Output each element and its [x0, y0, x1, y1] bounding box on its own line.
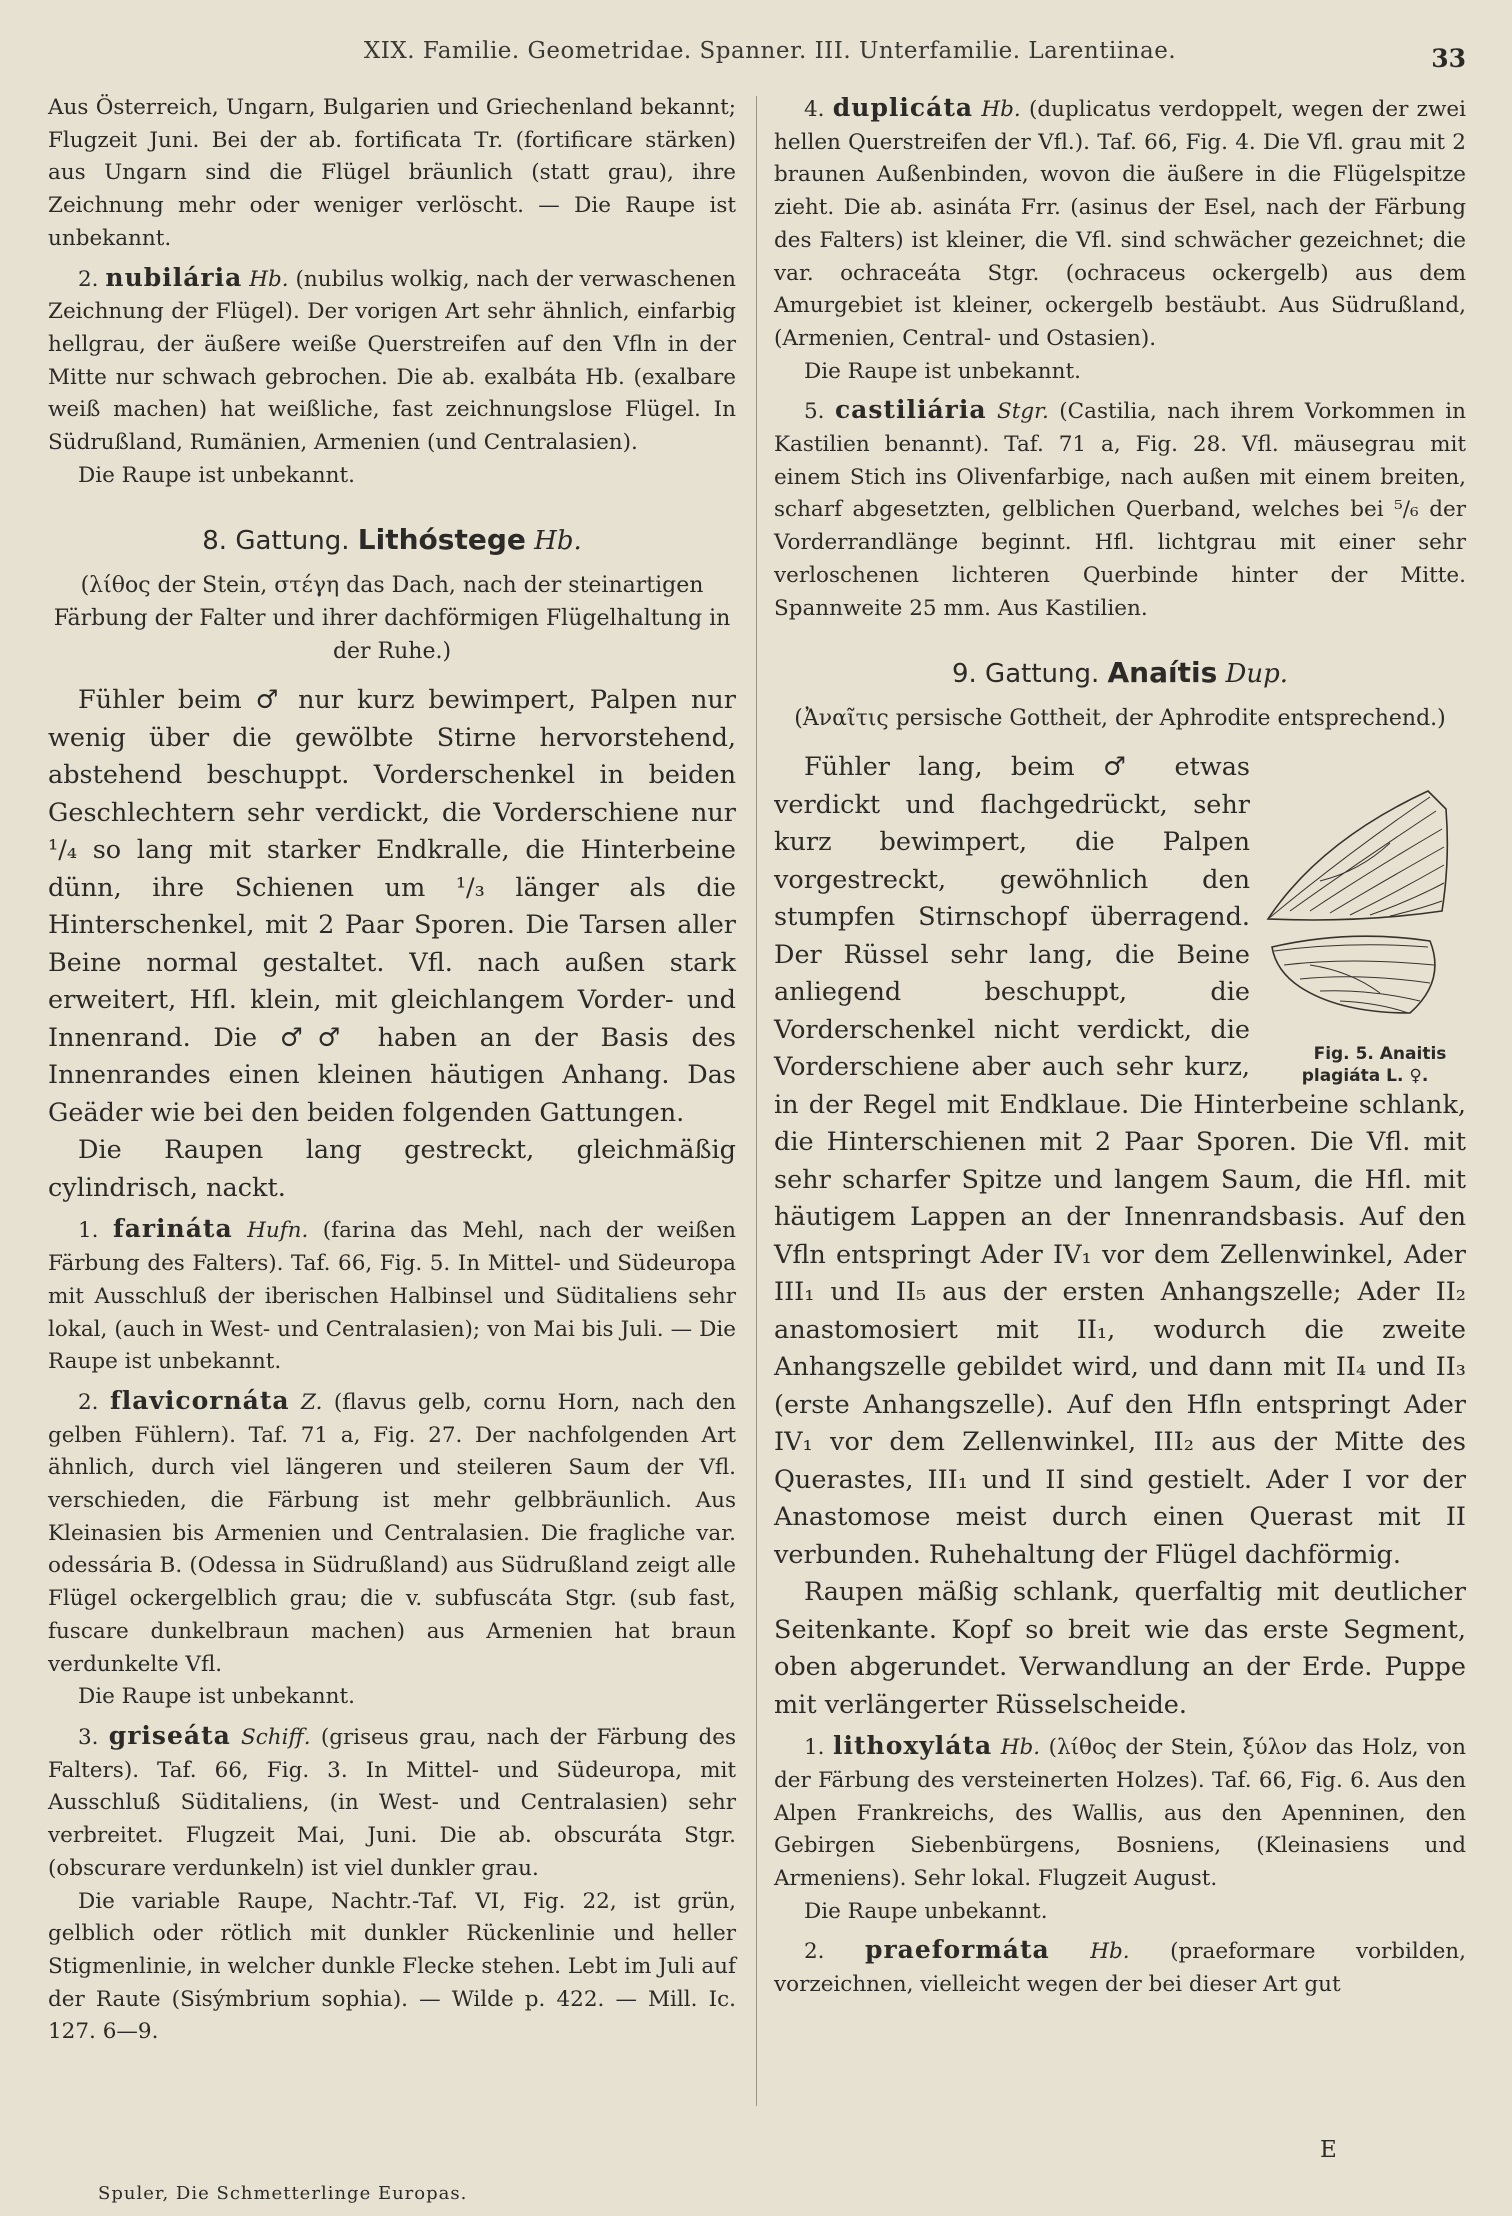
- species-number: 2.: [78, 1389, 99, 1415]
- species-entry-lithoxylata: [774, 1730, 1466, 1896]
- right-column: [774, 92, 1466, 2002]
- species-author: Hb.: [981, 97, 1021, 122]
- wing-figure: [1260, 751, 1470, 1087]
- species-author: Hb.: [249, 266, 289, 292]
- species-number: 3.: [78, 1724, 99, 1750]
- species-entry-griseata: [48, 1720, 736, 1886]
- raupe-note: Die Raupe ist unbekannt.: [78, 1684, 355, 1710]
- genus-etymology: (λίθος der Stein, στέγη das Dach, nach der steinartigen Färbung der Falter und ihrer dachförmigen Flügelhaltung in der Ruhe.): [53, 573, 731, 665]
- genus-description: Fühler beim ♂ nur kurz bewimpert, Palpen nur wenig über die gewölbte Stirne hervorstehend, abstehend beschuppt. Vorderschenkel in beiden Geschlechtern sehr verdickt, die Vorderschiene nur ¹/₄ so lang mit starker Endkralle, die Hinterbeine dünn, ihre Schienen um ¹/₃ länger als die Hinterschenkel, mit 2 Paar Sporen. Die Tarsen aller Beine normal gestaltet. Vfl. nach außen stark erweitert, Hfl. klein, mit gleichlangem Vorder- und Innenrand. Die ♂♂ haben an der Basis des Innenrandes einen kleinen häutigen Anhang. Das Geäder wie bei den beiden folgenden Gattungen.: [48, 685, 736, 1128]
- species-author: Hb.: [1000, 1735, 1041, 1761]
- paragraph-intro: Aus Österreich, Ungarn, Bulgarien und Griechenland bekannt; Flugzeit Juni. Bei der ab. fortificata Tr. (fortificare stärken) aus Ungarn sind die Flügel bräunlich (statt grau), ihre Zeichnung mehr oder weniger verlöscht. — Die Raupe ist unbekannt.: [48, 95, 736, 251]
- species-text: (farina das Mehl, nach der weißen Färbung des Falters). Taf. 66, Fig. 5. In Mittel- und Südeuropa mit Ausschluß der iberischen Halbinsel und Süditaliens sehr lokal, (auch in West- und Centralasien); von Mai bis Juli. — Die Raupe ist unbekannt.: [48, 1218, 736, 1375]
- species-entry-duplicata: [774, 92, 1466, 356]
- figure-caption: Fig. 5. Anaitis plagiáta L. ♀.: [1301, 1044, 1447, 1087]
- genus-name: Lithóstege: [357, 523, 526, 557]
- signature-mark: E: [1320, 2137, 1337, 2163]
- raupen-description: Raupen mäßig schlank, querfaltig mit deutlicher Seitenkante. Kopf so breit wie das erste Segment, oben abgerundet. Verwandlung an der Erde. Puppe mit verlängerter Rüsselscheide.: [774, 1577, 1466, 1720]
- species-text: (λίθος der Stein, ξύλον das Holz, von der Färbung des versteinerten Holzes). Taf. 66, Fig. 6. Aus den Alpen Frankreichs, des Wallis, aus den Apenninen, den Gebirgen Siebenbürgens, Bosniens, (Kleinasiens und Armeniens). Sehr lokal. Flugzeit August.: [774, 1735, 1466, 1892]
- species-entry-farinata: [48, 1213, 736, 1379]
- genus-label: 9. Gattung.: [951, 659, 1100, 690]
- genus-label: 8. Gattung.: [202, 526, 350, 557]
- species-name: nubilária: [105, 262, 243, 292]
- column-divider: [756, 96, 757, 2106]
- species-author: Hufn.: [247, 1218, 309, 1244]
- species-entry-castiliaria: [774, 394, 1466, 625]
- species-name: castiliária: [834, 395, 987, 425]
- genus-name: Anaítis: [1107, 656, 1218, 690]
- species-text: (Castilia, nach ihrem Vorkommen in Kastilien benannt). Taf. 71 a, Fig. 28. Vfl. mäusegrau mit einem Stich ins Olivenfarbige, nach außen mit einem breiten, scharf abgesetzten, gelblichen Querband, welches bei ⁵/₆ der Vorderrandlänge beginnt. Hfl. lichtgrau mit einer sehr verloschenen lichteren Querbinde hinter der Mitte. Spannweite 25 mm. Aus Kastilien.: [774, 399, 1467, 621]
- species-name: farináta: [112, 1214, 233, 1244]
- species-author: Schiff.: [241, 1724, 311, 1750]
- species-number: 2.: [78, 266, 99, 292]
- wing-venation-icon: [1260, 751, 1470, 1041]
- genus-heading-anaitis: [774, 655, 1466, 692]
- running-head: XIX. Familie. Geometridae. Spanner. III. Unterfamilie. Larentiinae.: [363, 38, 1177, 64]
- genus-description: [774, 749, 1466, 1574]
- genus-heading-lithostege: [48, 522, 736, 559]
- genus-author: Hb.: [534, 526, 582, 557]
- species-name: duplicáta: [832, 93, 974, 122]
- species-entry-flavicornata: [48, 1385, 736, 1681]
- species-text: (duplicatus verdoppelt, wegen der zwei hellen Querstreifen der Vfl.). Taf. 66, Fig. 4. Die Vfl. grau mit 2 braunen Außenbinden, wovon die äußere in die Flügelspitze zieht. Die ab. asináta Frr. (asinus der Esel, nach der Färbung des Falters) ist kleiner, die Vfl. sind schwächer gezeichnet; die var. ochraceáta Stgr. (ochraceus ockergelb) aus dem Amurgebiet ist kleiner, ockergelb bestäubt. Aus Südrußland, (Armenien, Central- und Ostasien).: [774, 97, 1467, 351]
- genus-etymology: (Ἀναῖτις persische Gottheit, der Aphrodite entsprechend.): [794, 706, 1446, 732]
- species-entry-nubilaria: [48, 262, 736, 460]
- genus-description-text: Fühler lang, beim ♂ etwas verdickt und flachgedrückt, sehr kurz bewimpert, die Palpen vorgestreckt, gewöhnlich den stumpfen Stirnschopf überragend. Der Rüssel sehr lang, die Beine anliegend beschuppt, die Vorderschenkel nicht verdickt, die Vorderschiene aber auch sehr kurz, in der Regel mit Endklaue. Die Hinterbeine schlank, die Hinterschienen mit 2 Paar Sporen. Die Vfl. mit sehr scharfer Spitze und langem Saum, die Hfl. mit häutigem Lappen an der Innenrandsbasis. Auf den Vfln entspringt Ader IV₁ vor dem Zellenwinkel, Ader III₁ und II₅ aus der ersten Anhangszelle; Ader II₂ anastomosiert mit II₁, wodurch die zweite Anhangszelle gebildet wird, und dann mit II₄ und II₃ (erste Anhangszelle). Auf den Hfln entspringt Ader IV₁ vor dem Zellenwinkel, III₂ aus der Mitte des Querastes, III₁ und II sind gestielt. Ader I vor der Anastomose meist durch einen Querast mit II verbunden. Ruhehaltung der Flügel dachförmig.: [774, 752, 1466, 1570]
- species-text: (griseus grau, nach der Färbung des Falters). Taf. 66, Fig. 3. In Mittel- und Südeuropa, mit Ausschluß Süditaliens, (in West- und Centralasien) sehr verbreitet. Flugzeit Mai, Juni. Die ab. obscuráta Stgr. (obscurare verdunkeln) ist viel dunkler grau.: [48, 1724, 736, 1881]
- species-text: (flavus gelb, cornu Horn, nach den gelben Fühlern). Taf. 71 a, Fig. 27. Der nachfolgenden Art ähnlich, durch viel längeren und steileren Saum der Vfl. verschieden, die Färbung ist mehr gelbbräunlich. Aus Kleinasien bis Armenien und Centralasien. Die fragliche var. odessária B. (Odessa in Südrußland) aus Südrußland zeigt alle Flügel ockergelblich grau; die v. subfuscáta Stgr. (sub fast, fuscare dunkelbraun machen) aus Armenien hat braun verdunkelte Vfl.: [48, 1389, 736, 1677]
- raupe-note: Die Raupe unbekannt.: [804, 1898, 1048, 1924]
- species-name: flavicornáta: [109, 1385, 290, 1415]
- species-number: 1.: [78, 1218, 99, 1244]
- genus-author: Dup.: [1225, 659, 1289, 690]
- species-author: Stgr.: [996, 399, 1049, 425]
- page-number: 33: [1431, 44, 1466, 73]
- raupe-note: Die Raupe ist unbekannt.: [78, 462, 355, 488]
- species-number: 1.: [804, 1735, 825, 1761]
- species-number: 5.: [804, 399, 825, 425]
- raupen-description: Die Raupen lang gestreckt, gleichmäßig cylindrisch, nackt.: [48, 1135, 736, 1203]
- species-text: (nubilus wolkig, nach der verwaschenen Zeichnung der Flügel). Der vorigen Art sehr ähnlich, einfarbig hellgrau, der äußere weiße Querstreifen auf den Vfln in der Mitte nur schwach gebrochen. Die ab. exalbáta Hb. (exalbare weiß machen) hat weißliche, fast zeichnungslose Flügel. In Südrußland, Rumänien, Armenien (und Centralasien).: [48, 266, 736, 456]
- species-author: Z.: [301, 1389, 323, 1415]
- species-name: griseáta: [108, 1720, 231, 1750]
- species-text: (praeformare vorbilden, vorzeichnen, vielleicht wegen der bei dieser Art gut: [774, 1939, 1466, 1998]
- species-author: Hb.: [1090, 1939, 1130, 1965]
- raupe-note: Die variable Raupe, Nachtr.-Taf. VI, Fig. 22, ist grün, gelblich oder rötlich mit dunkler Rückenlinie und heller Stigmenlinie, in welcher dunkle Flecke stehen. Lebt im Juli auf der Raute (Sisýmbrium sophia). — Wilde p. 422. — Mill. Ic. 127. 6—9.: [48, 1888, 736, 2045]
- species-number: 2.: [804, 1939, 825, 1965]
- left-column: [48, 92, 736, 2049]
- footer-credit: Spuler, Die Schmetterlinge Europas.: [98, 2183, 468, 2204]
- species-number: 4.: [804, 97, 825, 122]
- species-entry-praeformata: [774, 1934, 1466, 2001]
- species-name: lithoxyláta: [832, 1731, 993, 1761]
- species-name: praeformáta: [865, 1935, 1050, 1965]
- raupe-note: Die Raupe ist unbekannt.: [804, 358, 1081, 384]
